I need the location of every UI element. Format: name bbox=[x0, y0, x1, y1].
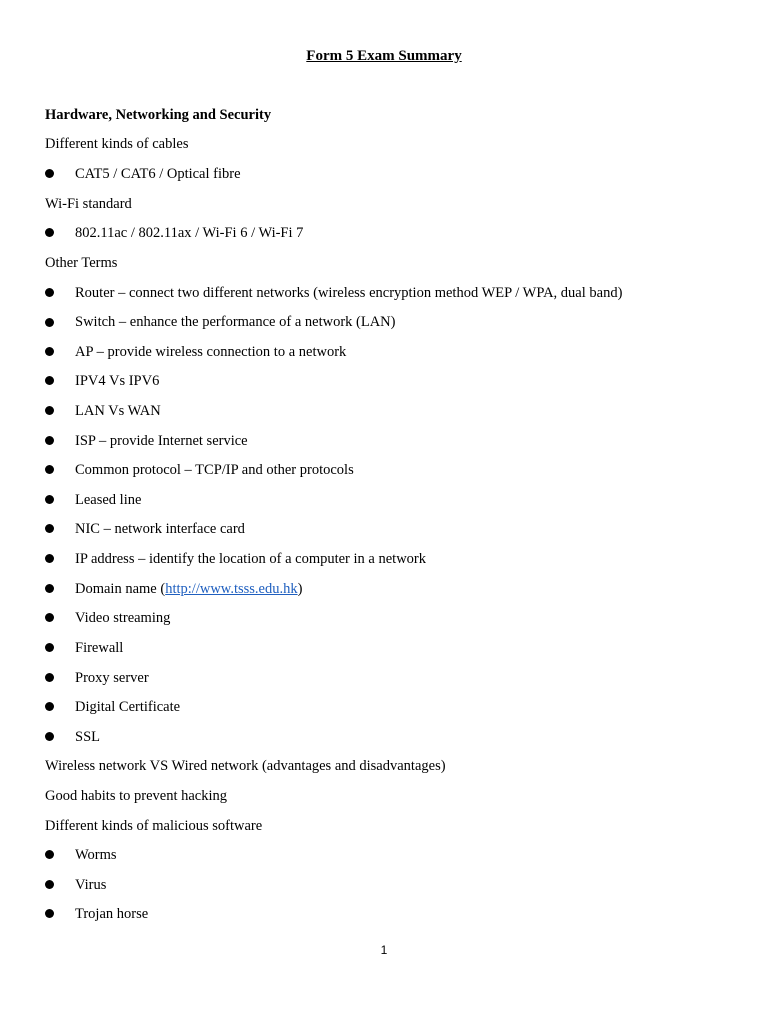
list-item: Firewall bbox=[75, 640, 124, 656]
bullet-icon bbox=[45, 347, 54, 356]
bullet-icon bbox=[45, 613, 54, 622]
list-item: Common protocol – TCP/IP and other protocols bbox=[75, 462, 354, 478]
bullet-icon bbox=[45, 318, 54, 327]
list-item: Leased line bbox=[75, 492, 142, 508]
list-item: Trojan horse bbox=[75, 906, 149, 922]
list-item: Video streaming bbox=[75, 610, 171, 626]
bullet-icon bbox=[45, 465, 54, 474]
school-website-link[interactable]: http://www.tsss.edu.hk bbox=[165, 581, 298, 597]
wireless-vs-wired-text: Wireless network VS Wired network (advantages and disadvantages) bbox=[45, 758, 446, 774]
cables-label: Different kinds of cables bbox=[45, 136, 189, 152]
list-item: LAN Vs WAN bbox=[75, 403, 161, 419]
bullet-icon bbox=[45, 880, 54, 889]
list-item: SSL bbox=[75, 729, 100, 745]
list-item: Switch – enhance the performance of a network (LAN) bbox=[75, 314, 396, 330]
bullet-icon bbox=[45, 850, 54, 859]
bullet-icon bbox=[45, 436, 54, 445]
malware-label: Different kinds of malicious software bbox=[45, 818, 263, 834]
bullet-icon bbox=[45, 702, 54, 711]
list-item: IPV4 Vs IPV6 bbox=[75, 373, 160, 389]
bullet-icon bbox=[45, 406, 54, 415]
good-habits-text: Good habits to prevent hacking bbox=[45, 788, 228, 804]
section-heading: Hardware, Networking and Security bbox=[45, 107, 272, 123]
bullet-icon bbox=[45, 673, 54, 682]
list-item: Virus bbox=[75, 877, 107, 893]
bullet-icon bbox=[45, 909, 54, 918]
list-item: AP – provide wireless connection to a network bbox=[75, 344, 347, 360]
bullet-icon bbox=[45, 732, 54, 741]
page-number: 1 bbox=[380, 943, 388, 957]
bullet-icon bbox=[45, 554, 54, 563]
list-item: ISP – provide Internet service bbox=[75, 433, 248, 449]
list-item: CAT5 / CAT6 / Optical fibre bbox=[75, 166, 241, 182]
list-item: IP address – identify the location of a computer in a network bbox=[75, 551, 426, 567]
other-terms-label: Other Terms bbox=[45, 255, 118, 271]
bullet-icon bbox=[45, 376, 54, 385]
list-item: Proxy server bbox=[75, 670, 149, 686]
list-item-domain-name bbox=[75, 580, 302, 598]
list-item: Router – connect two different networks (wireless encryption method WEP / WPA, dual band) bbox=[75, 285, 623, 301]
bullet-icon bbox=[45, 524, 54, 533]
bullet-icon bbox=[45, 643, 54, 652]
bullet-icon bbox=[45, 228, 54, 237]
page-title: Form 5 Exam Summary bbox=[306, 48, 462, 64]
bullet-icon bbox=[45, 495, 54, 504]
bullet-icon bbox=[45, 288, 54, 297]
list-item: 802.11ac / 802.11ax / Wi-Fi 6 / Wi-Fi 7 bbox=[75, 225, 304, 241]
domain-name-prefix: Domain name ( bbox=[75, 581, 166, 597]
list-item: NIC – network interface card bbox=[75, 521, 245, 537]
bullet-icon bbox=[45, 169, 54, 178]
list-item: Worms bbox=[75, 847, 117, 863]
domain-name-suffix: ) bbox=[297, 581, 303, 597]
list-item: Digital Certificate bbox=[75, 699, 181, 715]
bullet-icon bbox=[45, 584, 54, 593]
wifi-label: Wi-Fi standard bbox=[45, 196, 132, 212]
